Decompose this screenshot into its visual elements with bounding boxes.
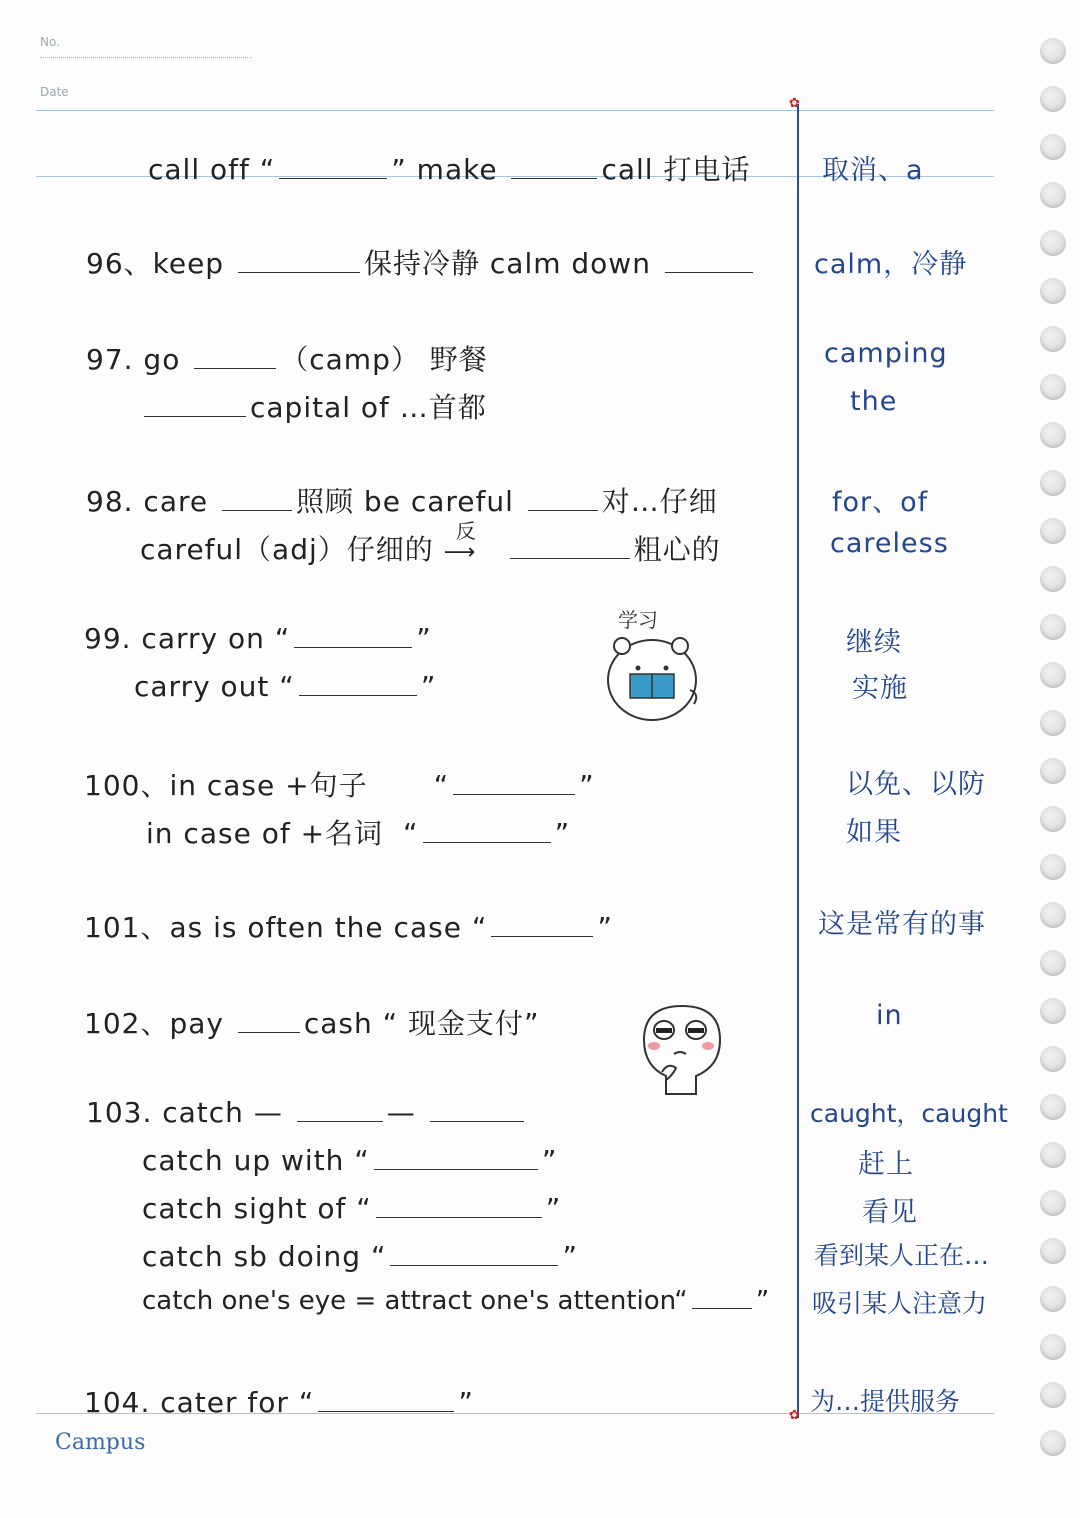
answer-104: 为…提供服务 [810, 1387, 961, 1416]
line-103c: catch sight of “ ” [142, 1192, 562, 1225]
date-label: Date [40, 85, 69, 99]
answer-102: in [876, 1000, 903, 1031]
answer-98a: for、of [832, 487, 929, 518]
line-101: 101、as is often the case “ ” [84, 911, 613, 944]
ruled-line-top [36, 110, 994, 111]
line-104: 104. cater for “ ” [84, 1386, 474, 1419]
answer-96: calm，冷静 [814, 249, 968, 280]
line-97a: 97. go （camp） 野餐 [86, 343, 488, 376]
spiral-hole [1040, 1142, 1066, 1168]
line-103b: catch up with “ ” [142, 1144, 558, 1177]
spiral-hole [1040, 662, 1066, 688]
spiral-hole [1040, 422, 1066, 448]
spiral-hole [1040, 230, 1066, 256]
answer-103c: 看见 [862, 1197, 918, 1228]
spiral-hole [1040, 1094, 1066, 1120]
answer-103e: 吸引某人注意力 [812, 1289, 988, 1318]
line-100b: in case of +名词 “ ” [146, 817, 571, 850]
spiral-hole [1040, 854, 1066, 880]
spiral-hole [1040, 998, 1066, 1024]
answer-99a: 继续 [846, 627, 902, 658]
answer-call-off: 取消、a [822, 155, 924, 186]
line-100a: 100、in case +句子 “ ” [84, 769, 595, 802]
spiral-hole [1040, 1382, 1066, 1408]
spiral-hole [1040, 902, 1066, 928]
spiral-hole [1040, 566, 1066, 592]
answer-103b: 赶上 [858, 1149, 914, 1180]
line-99b: carry out “ ” [134, 670, 437, 703]
spiral-hole [1040, 1334, 1066, 1360]
line-97b: capital of …首都 [140, 386, 487, 426]
line-103e: catch one's eye = attract one's attention“ ” [142, 1286, 770, 1316]
line-98b: careful（adj）仔细的 反 ⟶ 粗心的 [140, 519, 721, 566]
line-99a: 99. carry on “ ” [84, 622, 432, 655]
margin-knot-bottom: ✿ [789, 1408, 800, 1423]
answer-97a: camping [824, 338, 948, 369]
answer-100a: 以免、以防 [846, 769, 986, 800]
answer-98b: careless [830, 528, 949, 559]
spiral-hole [1040, 326, 1066, 352]
spiral-hole [1040, 1430, 1066, 1456]
thinking-face-icon [634, 1000, 724, 1100]
spiral-hole [1040, 182, 1066, 208]
spiral-hole [1040, 38, 1066, 64]
cartoon-label: 学习 [618, 608, 658, 632]
spiral-hole [1040, 518, 1066, 544]
spiral-hole [1040, 950, 1066, 976]
spiral-hole [1040, 1190, 1066, 1216]
spiral-hole [1040, 134, 1066, 160]
margin-line [797, 104, 799, 1418]
answer-97b: the [850, 386, 898, 417]
spiral-hole [1040, 1046, 1066, 1072]
line-103a: 103. catch — — [86, 1096, 528, 1129]
spiral-hole [1040, 710, 1066, 736]
answer-101: 这是常有的事 [818, 909, 986, 940]
answer-100b: 如果 [846, 817, 902, 848]
spiral-hole [1040, 1238, 1066, 1264]
line-96: 96、keep 保持冷静 calm down [86, 242, 757, 282]
spiral-hole [1040, 374, 1066, 400]
spiral-hole [1040, 614, 1066, 640]
margin-knot-top: ✿ [789, 96, 800, 111]
spiral-hole [1040, 470, 1066, 496]
no-dotted-line [40, 57, 252, 58]
spiral-hole [1040, 278, 1066, 304]
line-call-off: call off “ ” make call 打电话 [148, 153, 751, 186]
spiral-hole [1040, 1286, 1066, 1312]
brand-logo: Campus [55, 1430, 146, 1455]
no-label: No. [40, 35, 60, 49]
bear-reading-icon [600, 628, 708, 724]
line-103d: catch sb doing “ ” [142, 1240, 578, 1273]
spiral-hole [1040, 758, 1066, 784]
answer-103a: caught，caught [810, 1099, 1008, 1128]
line-98a: 98. care 照顾 be careful 对…仔细 [86, 485, 718, 518]
spiral-hole [1040, 806, 1066, 832]
answer-99b: 实施 [852, 673, 908, 704]
answer-103d: 看到某人正在… [814, 1241, 990, 1270]
line-102: 102、pay cash “ 现金支付” [84, 1007, 540, 1040]
spiral-hole [1040, 86, 1066, 112]
